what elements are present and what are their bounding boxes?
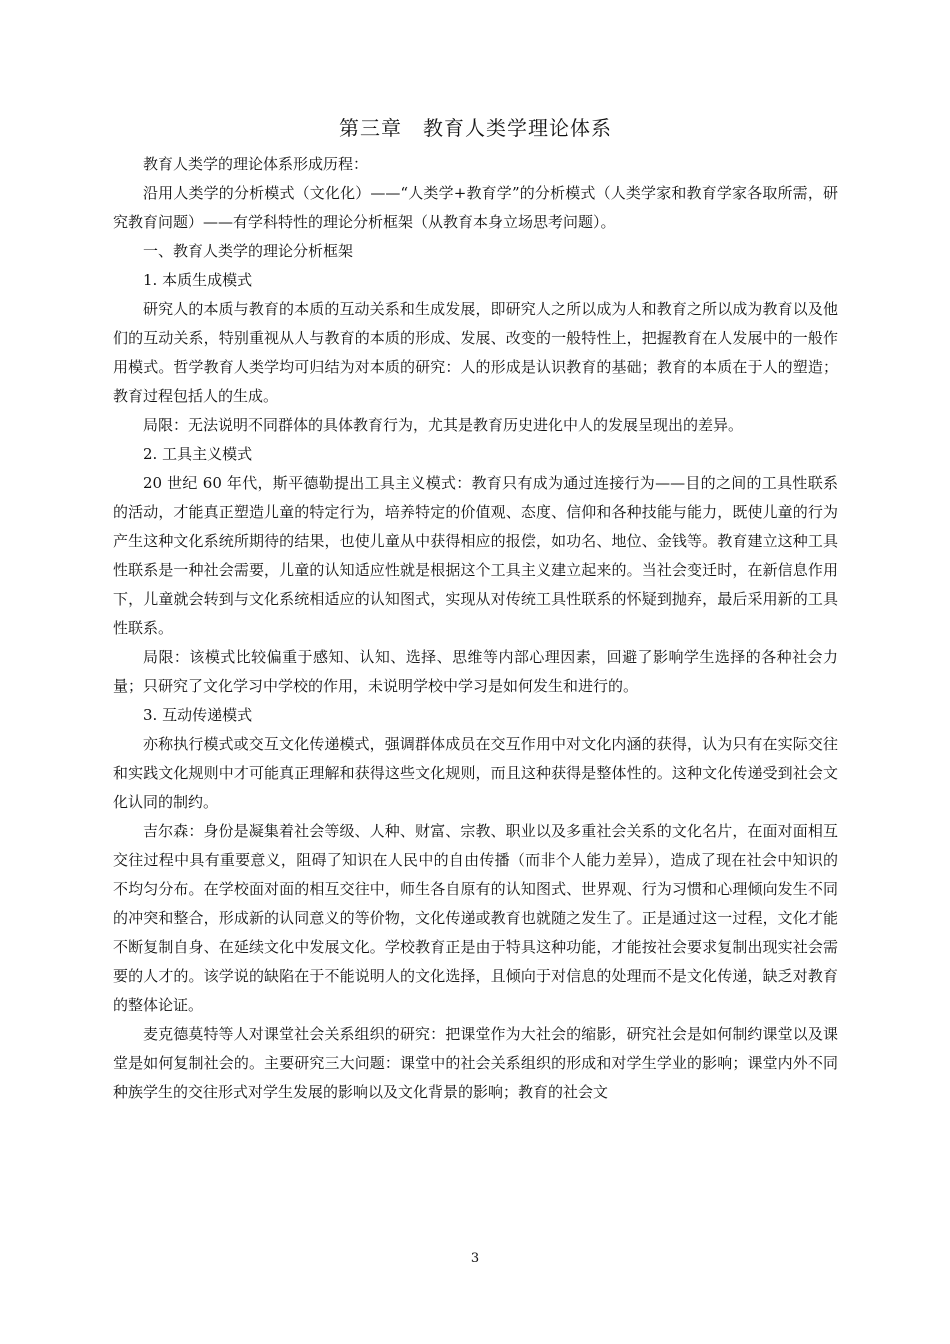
intro-heading: 教育人类学的理论体系形成历程： bbox=[143, 155, 369, 173]
model-2-heading: 2. 工具主义模式 bbox=[143, 445, 253, 463]
document-page bbox=[113, 112, 838, 1107]
model-3-gilson-paragraph: 吉尔森：身份是凝集着社会等级、人种、财富、宗教、职业以及多重社会关系的文化名片，在面对面相互交往过程中具有重要意义，阻碍了知识在人民中的自由传播（而非个人能力差异），造成了现在社会中知识的不均匀分布。在学校面对面的相互交往中，师生各自原有的认知图式、世界观、行为习惯和心理倾向发生不同的冲突和整合，形成新的认同意义的等价物，文化传递或教育也就随之发生了。正是通过这一过程，文化才能不断复制自身、在延续文化中发展文化。学校教育正是由于特具这种功能，才能按社会要求复制出现实社会需要的人才的。该学说的缺陷在于不能说明人的文化选择，且倾向于对信息的处理而不是文化传递，缺乏对教育的整体论证。 bbox=[113, 822, 838, 1014]
model-1-heading: 1. 本质生成模式 bbox=[143, 271, 253, 289]
model-3-paragraph: 亦称执行模式或交互文化传递模式，强调群体成员在交互作用中对文化内涵的获得，认为只有在实际交往和实践文化规则中才可能真正理解和获得这些文化规则，而且这种获得是整体性的。这种文化传递受到社会文化认同的制约。 bbox=[113, 735, 838, 811]
model-3-heading: 3. 互动传递模式 bbox=[143, 706, 253, 724]
model-2-limitation: 局限：该模式比较偏重于感知、认知、选择、思维等内部心理因素，回避了影响学生选择的各种社会力量；只研究了文化学习中学校的作用，未说明学校中学习是如何发生和进行的。 bbox=[113, 648, 838, 695]
model-1-paragraph: 研究人的本质与教育的本质的互动关系和生成发展，即研究人之所以成为人和教育之所以成为教育以及他们的互动关系，特别重视从人与教育的本质的形成、发展、改变的一般特性上，把握教育在人发展中的一般作用模式。哲学教育人类学均可归结为对本质的研究：人的形成是认识教育的基础；教育的本质在于人的塑造；教育过程包括人的生成。 bbox=[113, 300, 838, 405]
intro-paragraph: 沿用人类学的分析模式（文化化）——“人类学+教育学”的分析模式（人类学家和教育学家各取所需，研究教育问题）——有学科特性的理论分析框架（从教育本身立场思考问题）。 bbox=[113, 184, 838, 231]
model-1-limitation: 局限：无法说明不同群体的具体教育行为，尤其是教育历史进化中人的发展呈现出的差异。 bbox=[143, 416, 744, 434]
page-number: 3 bbox=[470, 1251, 480, 1266]
section-1-heading: 一、教育人类学的理论分析框架 bbox=[143, 242, 354, 260]
chapter-title: 第三章 教育人类学理论体系 bbox=[339, 116, 612, 140]
model-3-mcdermott-paragraph: 麦克德莫特等人对课堂社会关系组织的研究：把课堂作为大社会的缩影，研究社会是如何制约课堂以及课堂是如何复制社会的。主要研究三大问题：课堂中的社会关系组织的形成和对学生学业的影响；课堂内外不同种族学生的交往形式对学生发展的影响以及文化背景的影响；教育的社会文 bbox=[113, 1025, 838, 1101]
model-2-paragraph: 20 世纪 60 年代，斯平德勒提出工具主义模式：教育只有成为通过连接行为——目的之间的工具性联系的活动，才能真正塑造儿童的特定行为，培养特定的价值观、态度、信仰和各种技能与能力，既使儿童的行为产生这种文化系统所期待的结果，也使儿童从中获得相应的报偿，如功名、地位、金钱等。教育建立这种工具性联系是一种社会需要，儿童的认知适应性就是根据这个工具主义建立起来的。当社会变迁时，在新信息作用下，儿童就会转到与文化系统相适应的认知图式，实现从对传统工具性联系的怀疑到抛弃，最后采用新的工具性联系。 bbox=[113, 474, 838, 637]
